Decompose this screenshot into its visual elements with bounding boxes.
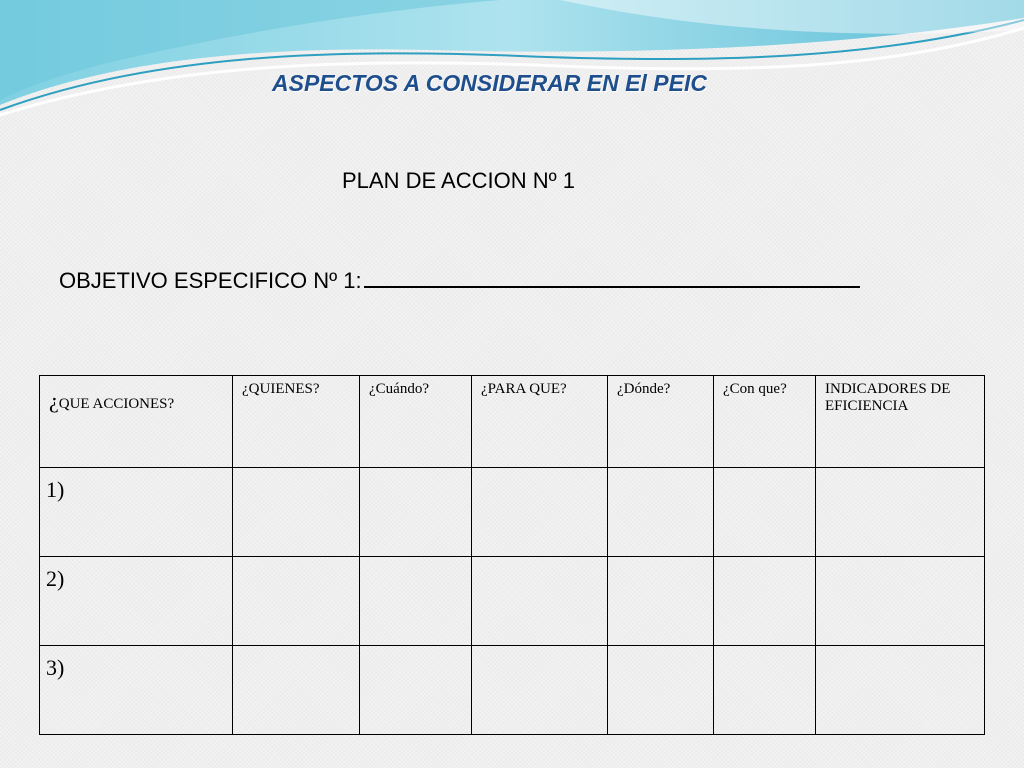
header-cell-indicadores: INDICADORES DE EFICIENCIA — [816, 376, 985, 468]
header-cell-quienes: ¿QUIENES? — [233, 376, 360, 468]
table-cell — [233, 557, 360, 646]
row-number-cell: 2) — [40, 557, 233, 646]
table-row — [40, 557, 985, 646]
objective-blank-line — [364, 266, 860, 288]
table-cell — [714, 646, 816, 735]
table-cell — [360, 468, 472, 557]
table-cell — [472, 646, 608, 735]
table-cell — [472, 557, 608, 646]
row-number-cell: 1) — [40, 468, 233, 557]
slide-title: ASPECTOS A CONSIDERAR EN El PEIC — [272, 70, 707, 96]
table-cell — [816, 646, 985, 735]
table-cell — [360, 557, 472, 646]
table-cell — [472, 468, 608, 557]
table-header-row — [40, 376, 985, 468]
header-cell-donde: ¿Dónde? — [608, 376, 714, 468]
table-cell — [608, 557, 714, 646]
table-cell — [233, 646, 360, 735]
row-number-cell: 3) — [40, 646, 233, 735]
objective-line — [59, 266, 860, 294]
header-swoosh-decoration — [0, 0, 1024, 130]
table-cell — [714, 468, 816, 557]
table-cell — [608, 468, 714, 557]
table-cell — [608, 646, 714, 735]
table-row — [40, 468, 985, 557]
table-cell — [360, 646, 472, 735]
plan-heading: PLAN DE ACCION Nº 1 — [342, 168, 575, 193]
header-cell-para-que: ¿PARA QUE? — [472, 376, 608, 468]
header-cell-con-que: ¿Con que? — [714, 376, 816, 468]
table-cell — [714, 557, 816, 646]
table-cell — [816, 557, 985, 646]
action-plan-table — [39, 375, 985, 735]
table-cell — [816, 468, 985, 557]
table-cell — [233, 468, 360, 557]
header-cell-acciones: ¿QUE ACCIONES? — [40, 376, 233, 468]
objective-label: OBJETIVO ESPECIFICO Nº 1: — [59, 268, 362, 293]
table-row — [40, 646, 985, 735]
header-cell-cuando: ¿Cuándo? — [360, 376, 472, 468]
